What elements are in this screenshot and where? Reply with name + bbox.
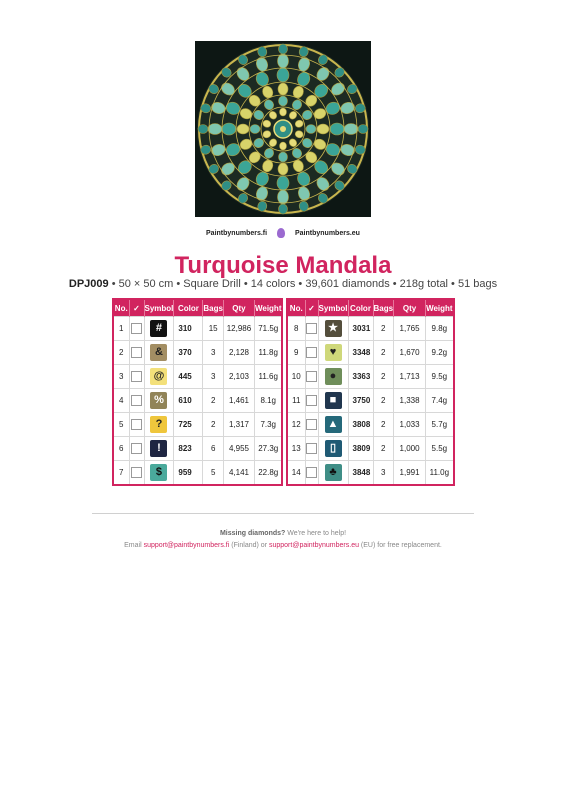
symbol-cell	[318, 389, 348, 413]
row-number: 10	[287, 365, 305, 389]
table-row	[113, 437, 282, 461]
symbol-icon: ♥	[325, 344, 342, 361]
checkbox[interactable]	[306, 443, 317, 454]
check-cell	[129, 317, 144, 341]
color-code: 3808	[348, 413, 373, 437]
support-email-eu-link[interactable]: support@paintbynumbers.eu	[268, 542, 359, 549]
table-row	[113, 389, 282, 413]
symbol-icon: ?	[150, 416, 167, 433]
color-table-right	[286, 298, 455, 486]
table-row	[287, 437, 454, 461]
column-header: Qty	[223, 299, 254, 317]
mandala-artwork	[195, 41, 371, 217]
diamond-qty: 2,128	[223, 341, 254, 365]
weight: 9.5g	[426, 365, 454, 389]
table-header-row	[287, 299, 454, 317]
row-number: 9	[287, 341, 305, 365]
symbol-icon: $	[150, 464, 167, 481]
bag-count: 5	[203, 461, 224, 486]
check-cell	[129, 413, 144, 437]
checkbox[interactable]	[131, 371, 142, 382]
table-row	[287, 341, 454, 365]
color-code: 3363	[348, 365, 373, 389]
row-number: 6	[113, 437, 129, 461]
page-title: Turquoise Mandala	[174, 252, 392, 279]
help-lead-rest: We're here to help!	[285, 530, 347, 537]
column-header: Qty	[394, 299, 426, 317]
email-prefix: Email	[124, 542, 144, 549]
checkbox[interactable]	[131, 347, 142, 358]
table-row	[113, 341, 282, 365]
brand-fi-logo[interactable]: Paintbynumbers.fi	[206, 229, 268, 237]
eu-label: (EU) for free replacement.	[358, 542, 442, 549]
check-cell	[129, 365, 144, 389]
symbol-icon: ●	[325, 368, 342, 385]
symbol-icon: @	[150, 368, 167, 385]
row-number: 13	[287, 437, 305, 461]
row-number: 11	[287, 389, 305, 413]
diamond-qty: 1,033	[394, 413, 426, 437]
diamond-qty: 4,141	[223, 461, 254, 486]
weight: 11.0g	[426, 461, 454, 486]
weight: 71.5g	[254, 317, 282, 341]
brand-logos	[0, 228, 566, 238]
symbol-cell	[318, 437, 348, 461]
diamond-qty: 4,955	[223, 437, 254, 461]
check-cell	[129, 341, 144, 365]
checkbox[interactable]	[306, 467, 317, 478]
checkbox[interactable]	[306, 419, 317, 430]
product-specs	[0, 277, 566, 291]
table-header-row	[113, 299, 282, 317]
check-cell	[129, 437, 144, 461]
symbol-cell	[144, 413, 174, 437]
check-cell	[129, 389, 144, 413]
diamond-qty: 1,765	[394, 317, 426, 341]
diamond-qty: 1,713	[394, 365, 426, 389]
color-code: 959	[174, 461, 203, 486]
weight: 11.8g	[254, 341, 282, 365]
check-cell	[305, 461, 318, 486]
table-row	[287, 317, 454, 341]
check-cell	[305, 389, 318, 413]
checkbox[interactable]	[306, 347, 317, 358]
brush-icon	[277, 228, 285, 238]
symbol-icon: !	[150, 440, 167, 457]
column-header: No.	[113, 299, 129, 317]
table-row	[287, 365, 454, 389]
table-row	[287, 389, 454, 413]
weight: 5.5g	[426, 437, 454, 461]
brand-eu-logo[interactable]: Paintbynumbers.eu	[295, 229, 360, 237]
color-code: 3031	[348, 317, 373, 341]
weight: 5.7g	[426, 413, 454, 437]
symbol-cell	[318, 365, 348, 389]
check-cell	[129, 461, 144, 486]
column-header: Weight	[254, 299, 282, 317]
row-number: 8	[287, 317, 305, 341]
diamond-qty: 12,986	[223, 317, 254, 341]
diamond-qty: 1,991	[394, 461, 426, 486]
color-code: 3348	[348, 341, 373, 365]
row-number: 2	[113, 341, 129, 365]
bag-count: 2	[373, 437, 394, 461]
diamond-qty: 1,670	[394, 341, 426, 365]
color-code: 823	[174, 437, 203, 461]
support-email-fi-link[interactable]: support@paintbynumbers.fi	[143, 542, 230, 549]
symbol-icon: ♣	[325, 464, 342, 481]
bag-count: 15	[203, 317, 224, 341]
bag-count: 2	[203, 413, 224, 437]
checkbox[interactable]	[306, 395, 317, 406]
weight: 9.8g	[426, 317, 454, 341]
diamond-qty: 1,317	[223, 413, 254, 437]
diamond-qty: 1,338	[394, 389, 426, 413]
diamond-qty: 1,461	[223, 389, 254, 413]
symbol-icon: ■	[325, 392, 342, 409]
column-header: No.	[287, 299, 305, 317]
diamond-qty: 2,103	[223, 365, 254, 389]
table-row	[113, 413, 282, 437]
bag-count: 2	[373, 389, 394, 413]
sku-code: DPJ009	[68, 278, 109, 290]
column-header: Symbol	[144, 299, 174, 317]
color-code: 3750	[348, 389, 373, 413]
help-message	[0, 530, 566, 537]
bag-count: 2	[373, 341, 394, 365]
mandala-preview-image	[195, 41, 371, 217]
row-number: 1	[113, 317, 129, 341]
column-header: ✓	[305, 299, 318, 317]
checkbox[interactable]	[306, 371, 317, 382]
row-number: 5	[113, 413, 129, 437]
check-cell	[305, 341, 318, 365]
row-number: 7	[113, 461, 129, 486]
bag-count: 2	[373, 413, 394, 437]
help-lead: Missing diamonds?	[219, 530, 286, 537]
symbol-icon: ★	[325, 320, 342, 337]
finland-label: (Finland) or	[229, 542, 269, 549]
color-code: 310	[174, 317, 203, 341]
symbol-icon: ▲	[325, 416, 342, 433]
column-header: ✓	[129, 299, 144, 317]
bag-count: 3	[203, 365, 224, 389]
column-header: Symbol	[318, 299, 348, 317]
table-row	[287, 413, 454, 437]
symbol-icon: #	[150, 320, 167, 337]
symbol-cell	[144, 437, 174, 461]
color-code: 3848	[348, 461, 373, 486]
table-row	[113, 461, 282, 486]
symbol-cell	[144, 389, 174, 413]
bag-count: 3	[203, 341, 224, 365]
color-code: 370	[174, 341, 203, 365]
table-row	[113, 365, 282, 389]
column-header: Color	[348, 299, 373, 317]
color-table-left	[112, 298, 283, 486]
row-number: 4	[113, 389, 129, 413]
bag-count: 2	[203, 389, 224, 413]
color-code: 610	[174, 389, 203, 413]
weight: 27.3g	[254, 437, 282, 461]
check-cell	[305, 437, 318, 461]
column-header: Bags	[373, 299, 394, 317]
row-number: 14	[287, 461, 305, 486]
checkbox[interactable]	[131, 419, 142, 430]
column-header: Color	[174, 299, 203, 317]
color-code: 3809	[348, 437, 373, 461]
row-number: 3	[113, 365, 129, 389]
symbol-icon: ▯	[325, 440, 342, 457]
table-row	[113, 317, 282, 341]
symbol-cell	[318, 413, 348, 437]
checkbox[interactable]	[131, 467, 142, 478]
spec-line: • 50 × 50 cm • Square Drill • 14 colors • 39,601 diamonds • 218g total • 51 bags	[111, 278, 498, 290]
bag-count: 2	[373, 317, 394, 341]
weight: 22.8g	[254, 461, 282, 486]
support-contact	[0, 542, 566, 549]
check-cell	[305, 365, 318, 389]
checkbox[interactable]	[306, 323, 317, 334]
table-row	[287, 461, 454, 486]
symbol-cell	[318, 341, 348, 365]
column-header: Weight	[426, 299, 454, 317]
color-code: 445	[174, 365, 203, 389]
symbol-cell	[144, 341, 174, 365]
row-number: 12	[287, 413, 305, 437]
symbol-icon: &	[150, 344, 167, 361]
checkbox[interactable]	[131, 395, 142, 406]
bag-count: 6	[203, 437, 224, 461]
check-cell	[305, 413, 318, 437]
bag-count: 2	[373, 365, 394, 389]
symbol-cell	[144, 461, 174, 486]
weight: 7.3g	[254, 413, 282, 437]
checkbox[interactable]	[131, 443, 142, 454]
symbol-cell	[318, 461, 348, 486]
checkbox[interactable]	[131, 323, 142, 334]
weight: 8.1g	[254, 389, 282, 413]
weight: 7.4g	[426, 389, 454, 413]
diamond-qty: 1,000	[394, 437, 426, 461]
color-code: 725	[174, 413, 203, 437]
footer-divider	[92, 513, 474, 514]
column-header: Bags	[203, 299, 224, 317]
weight: 9.2g	[426, 341, 454, 365]
weight: 11.6g	[254, 365, 282, 389]
bag-count: 3	[373, 461, 394, 486]
check-cell	[305, 317, 318, 341]
symbol-cell	[318, 317, 348, 341]
symbol-cell	[144, 365, 174, 389]
symbol-cell	[144, 317, 174, 341]
symbol-icon: %	[150, 392, 167, 409]
